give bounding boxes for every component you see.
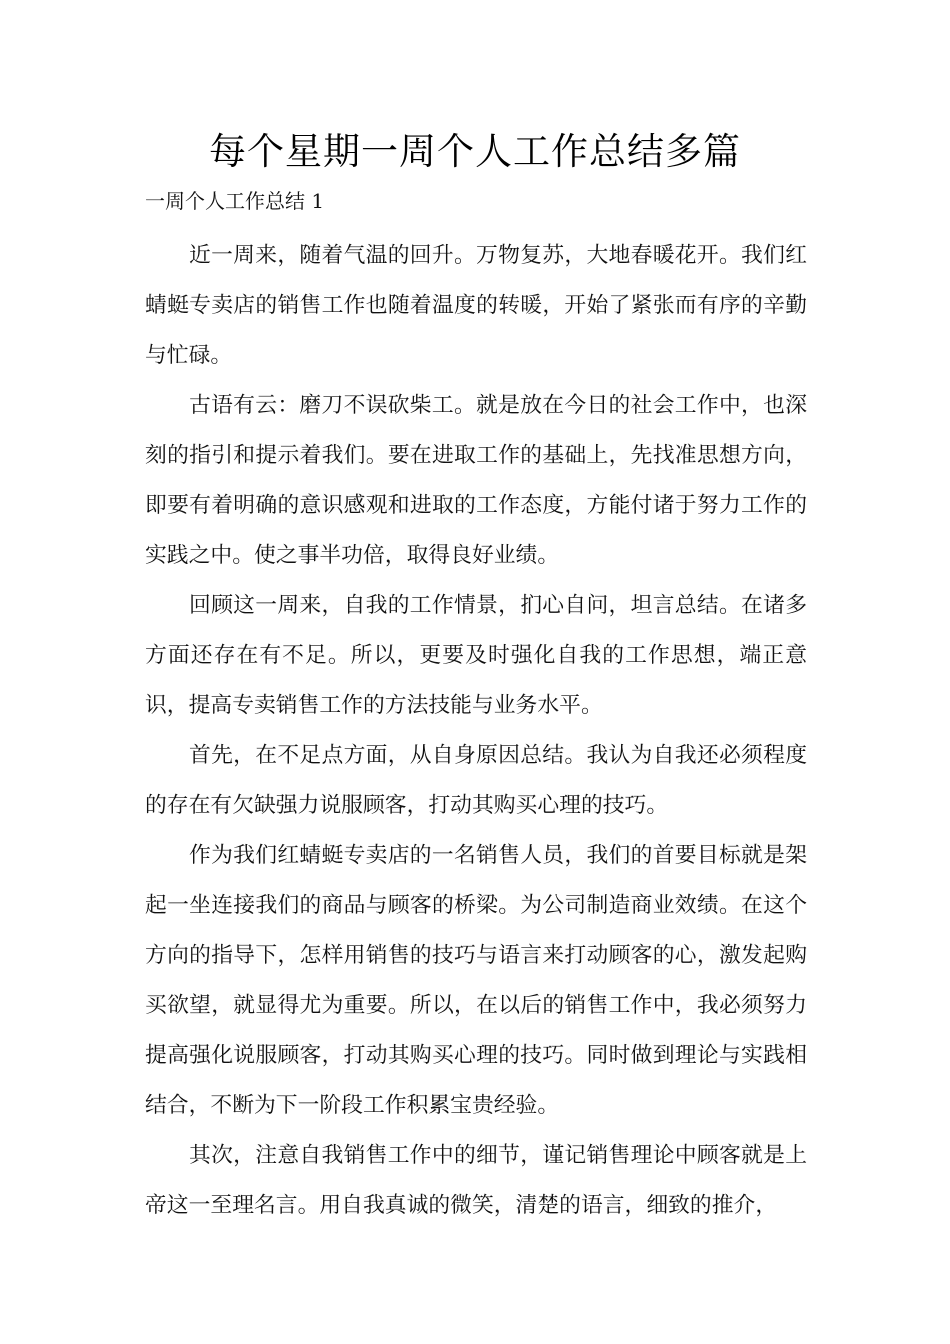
paragraph: 近一周来，随着气温的回升。万物复苏，大地春暖花开。我们红蜻蜓专卖店的销售工作也随着温度的转暖，开始了紧张而有序的辛勤与忙碌。 xyxy=(145,243,807,368)
paragraph: 古语有云：磨刀不误砍柴工。就是放在今日的社会工作中，也深刻的指引和提示着我们。要在进取工作的基础上，先找准思想方向，即要有着明确的意识感观和进取的工作态度，方能付诸于努力工作的实践之中。使之事半功倍，取得良好业绩。 xyxy=(145,393,807,568)
paragraph: 首先，在不足点方面，从自身原因总结。我认为自我还必须程度的存在有欠缺强力说服顾客，打动其购买心理的技巧。 xyxy=(145,743,807,818)
document-body xyxy=(145,231,807,1231)
paragraph: 回顾这一周来，自我的工作情景，扪心自问，坦言总结。在诸多方面还存在有不足。所以，更要及时强化自我的工作思想，端正意识，提高专卖销售工作的方法技能与业务水平。 xyxy=(145,593,807,718)
section-subtitle: 一周个人工作总结 1 xyxy=(145,189,325,213)
paragraph: 其次，注意自我销售工作中的细节，谨记销售理论中顾客就是上帝这一至理名言。用自我真诚的微笑，清楚的语言，细致的推介， xyxy=(145,1143,807,1218)
document-title: 每个星期一周个人工作总结多篇 xyxy=(209,130,741,173)
paragraph: 作为我们红蜻蜓专卖店的一名销售人员，我们的首要目标就是架起一坐连接我们的商品与顾客的桥梁。为公司制造商业效绩。在这个方向的指导下，怎样用销售的技巧与语言来打动顾客的心，激发起购买欲望，就显得尤为重要。所以，在以后的销售工作中，我必须努力提高强化说服顾客，打动其购买心理的技巧。同时做到理论与实践相结合，不断为下一阶段工作积累宝贵经验。 xyxy=(145,843,807,1118)
